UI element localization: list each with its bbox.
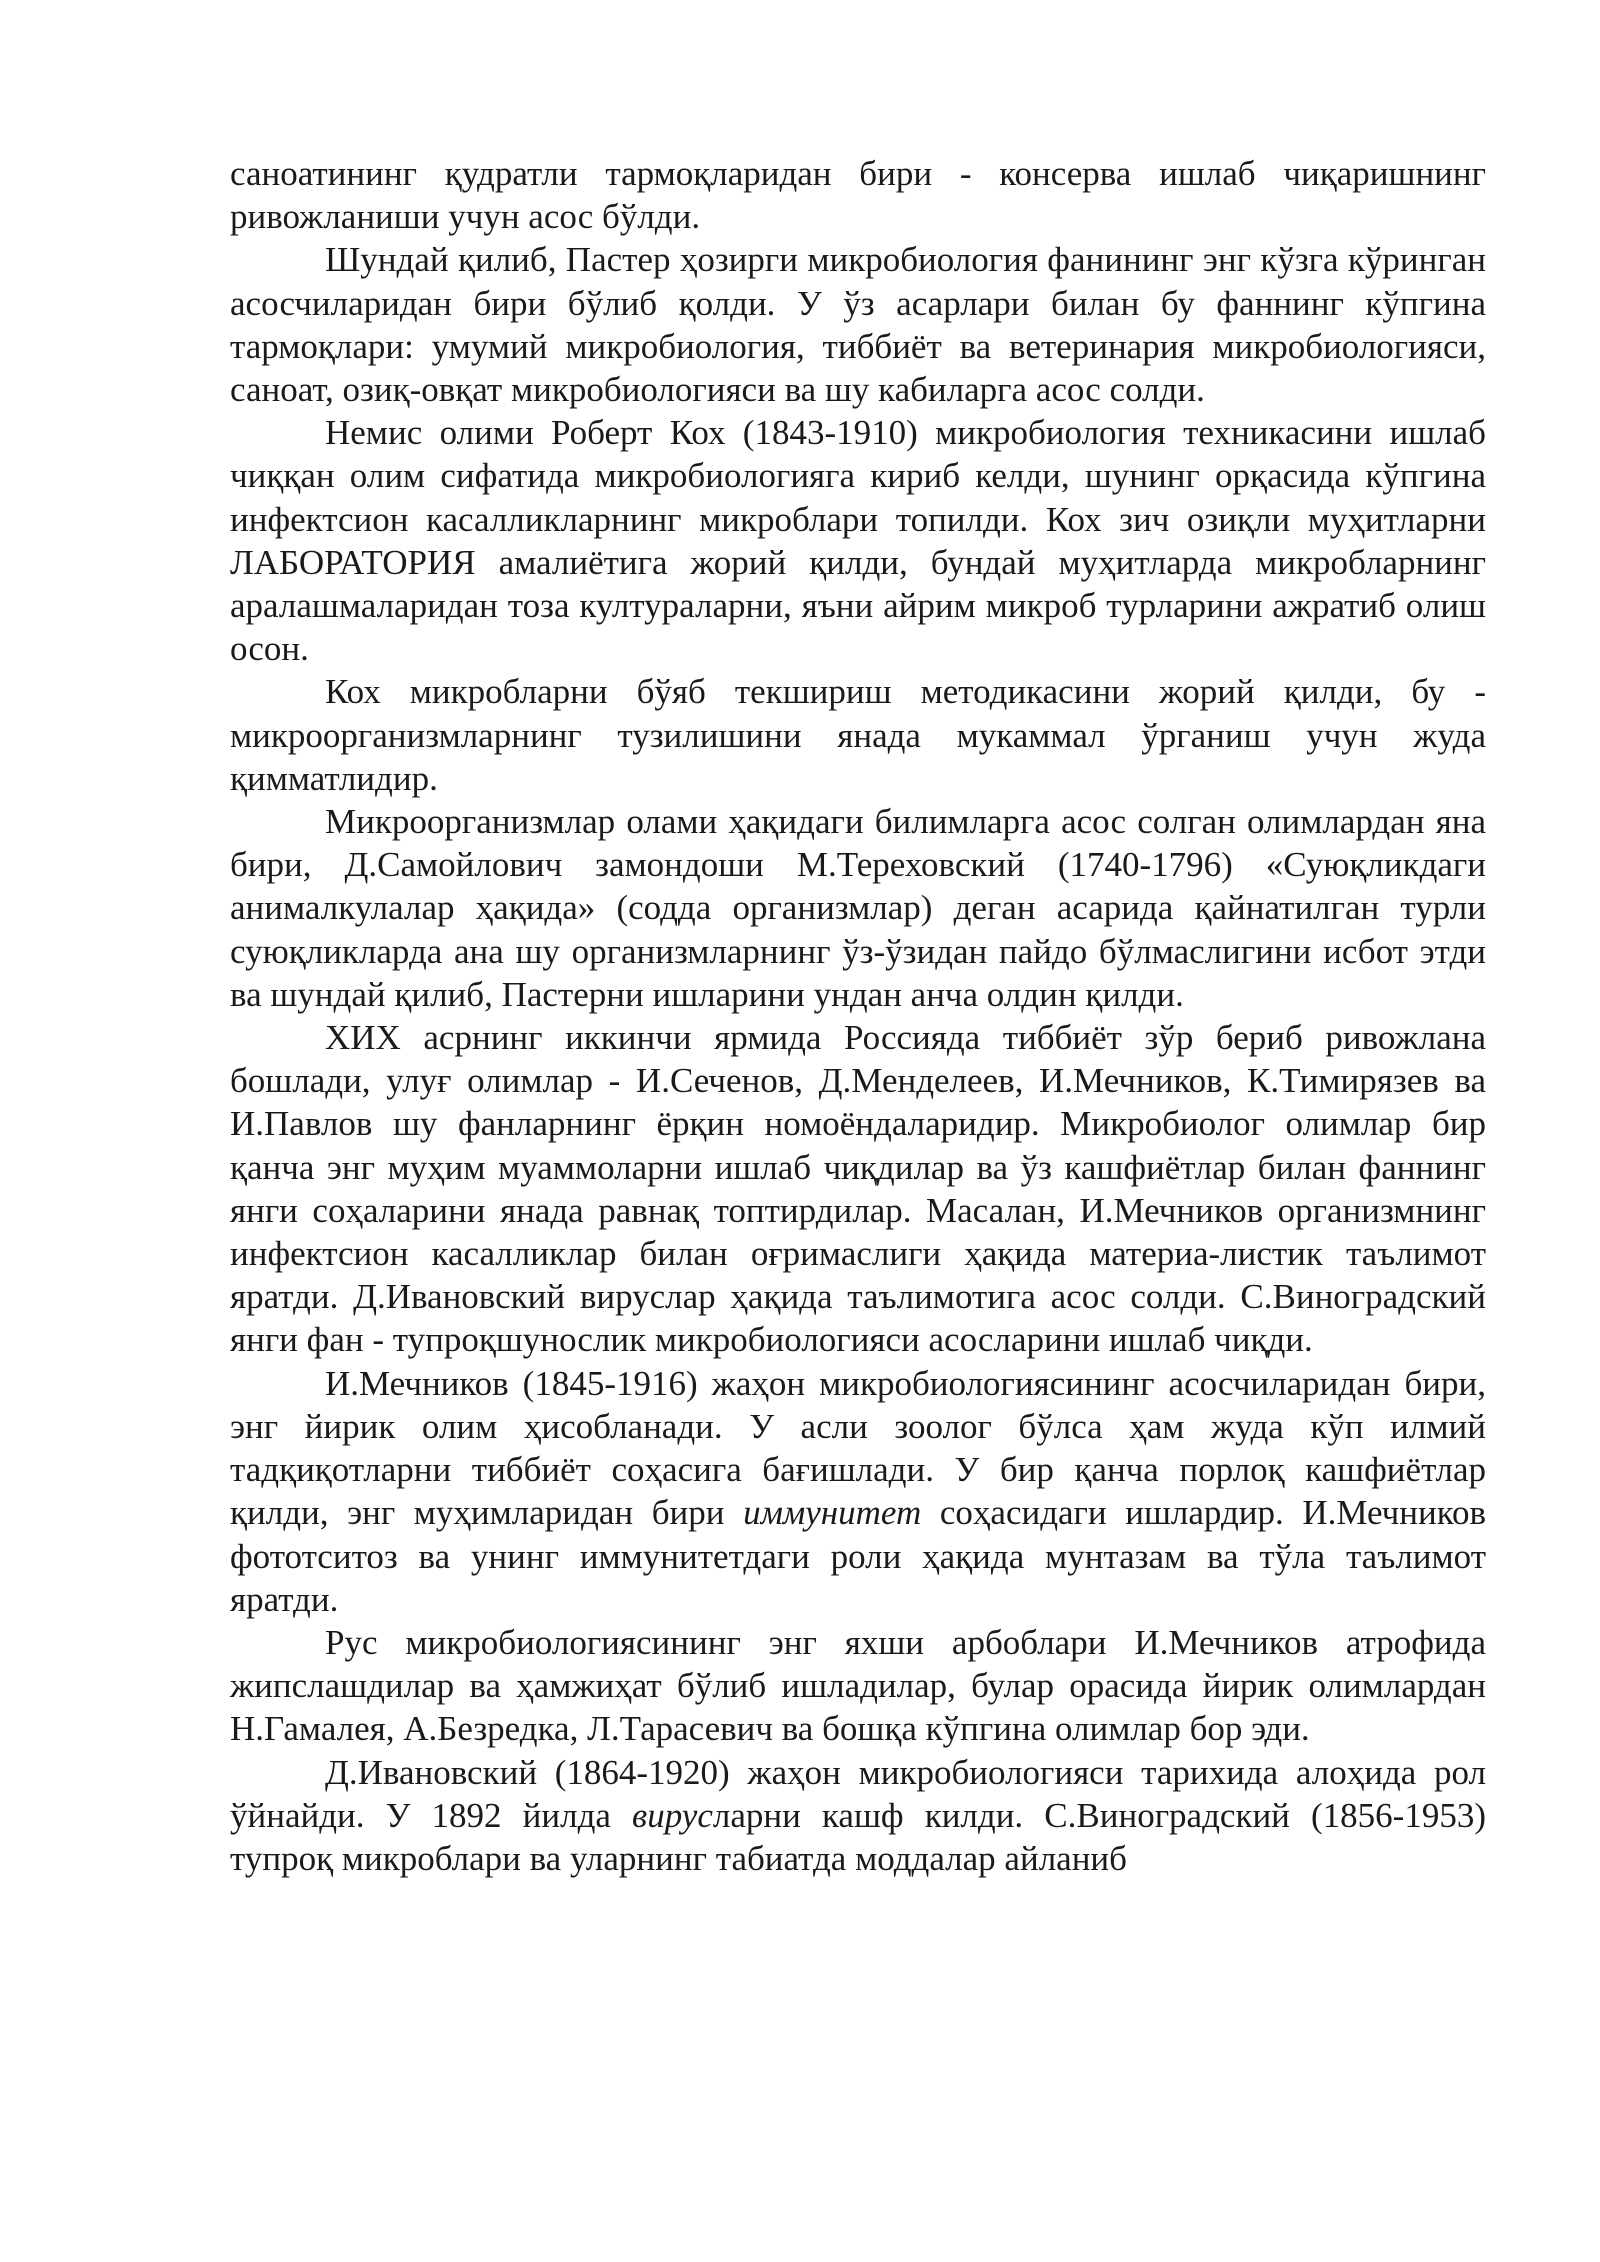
- paragraph-7: [230, 1362, 1486, 1621]
- text-run: ларни кашф килди. С.Виноградский (1856-1953) тупроқ микроблари ва уларнинг табиатда моддалар айланиб: [230, 1795, 1486, 1878]
- text-run: Рус микробиологиясининг энг яхши арбоблари И.Мечников атрофида жипслашдилар ва ҳамжиҳат бўлиб ишладилар, булар орасида йирик олимлардан Н.Гамалея, А.Безредка, Л.Тарасевич ва бошқа кўпгина олимлар бор эди.: [230, 1622, 1486, 1749]
- italic-term: иммунитет: [743, 1493, 922, 1533]
- paragraph-1: [230, 152, 1486, 238]
- paragraph-8: [230, 1621, 1486, 1751]
- text-run: Шундай қилиб, Пастер ҳозирги микробиология фанининг энг кўзга кўринган асосчиларидан бири бўлиб қолди. У ўз асарлари билан бу фаннинг кўпгина тармоқлари: умумий микробиология, тиббиёт ва ветеринария микробиологияси, саноат, озиқ-овқат микробиологияси ва шу кабиларга асос солди.: [230, 240, 1486, 410]
- paragraph-5: [230, 800, 1486, 1016]
- paragraph-6: [230, 1016, 1486, 1362]
- italic-term: вирус: [632, 1795, 713, 1835]
- text-run: ХИХ асрнинг иккинчи ярмида Россияда тиббиёт зўр бериб ривожлана бошлади, улуғ олимлар - И.Сеченов, Д.Менделеев, И.Мечников, К.Тимирязев ва И.Павлов шу фанларнинг ёрқин номоёндаларидир. Микробиолог олимлар бир қанча энг муҳим муаммоларни ишлаб чиқдилар ва ўз кашфиётлар билан фаннинг янги соҳаларини янада равнақ топтирдилар. Масалан, И.Мечников организмнинг инфектсион касалликлар билан оғримаслиги ҳақида материа-листик таълимот яратди. Д.Ивановский вируслар ҳақида таълимотига асос солди. С.Виноградский янги фан - тупроқшунослик микробиологияси асосларини ишлаб чиқди.: [230, 1018, 1486, 1360]
- text-run: Немис олими Роберт Кох (1843-1910) микробиология техникасини ишлаб чиққан олим сифатида микробиологияга кириб келди, шунинг орқасида кўпгина инфектсион касалликларнинг микроблари топилди. Кох зич озиқли муҳитларни ЛАБОРАТОРИЯ амалиётига жорий қилди, бундай муҳитларда микробларнинг аралашмаларидан тоза култураларни, яъни айрим микроб турларини ажратиб олиш осон.: [230, 413, 1486, 669]
- paragraph-4: [230, 670, 1486, 800]
- document-page: [230, 152, 1486, 1880]
- text-run: саноатининг қудратли тармоқларидан бири - консерва ишлаб чиқаришнинг ривожланиши учун асос бўлди.: [230, 154, 1486, 237]
- text-run: И.Мечников (1845-1916) жаҳон микробиологиясининг асосчиларидан бири, энг йирик олим ҳисобланади. У асли зоолог бўлса ҳам жуда кўп илмий тадқиқотларни тиббиёт соҳасига бағишлади. У бир қанча порлоқ кашфиётлар қилди, энг муҳимларидан бири: [230, 1363, 1486, 1533]
- text-run: Микроорганизмлар олами ҳақидаги билимларга асос солган олимлардан яна бири, Д.Самойлович замондоши М.Тереховский (1740-1796) «Суюқликдаги анималкулалар ҳақида» (содда организмлар) деган асарида қайнатилган турли суюқликларда ана шу организмларнинг ўз-ўзидан пайдо бўлмаслигини исбот этди ва шундай қилиб, Пастерни ишларини ундан анча олдин қилди.: [230, 802, 1486, 1014]
- text-run: Кох микробларни бўяб текшириш методикасини жорий қилди, бу - микроорганизмларнинг тузилишини янада мукаммал ўрганиш учун жуда қимматлидир.: [230, 672, 1486, 798]
- paragraph-2: [230, 238, 1486, 411]
- paragraph-3: [230, 411, 1486, 670]
- text-run: Д.Ивановский (1864-1920) жаҳон микробиологияси тарихида алоҳида рол ўйнайди. У 1892 йилда: [230, 1752, 1486, 1835]
- paragraph-9: [230, 1751, 1486, 1881]
- text-run: соҳасидаги ишлардир. И.Мечников фототситоз ва унинг иммунитетдаги роли ҳақида мунтазам ва тўла таълимот яратди.: [230, 1493, 1486, 1619]
